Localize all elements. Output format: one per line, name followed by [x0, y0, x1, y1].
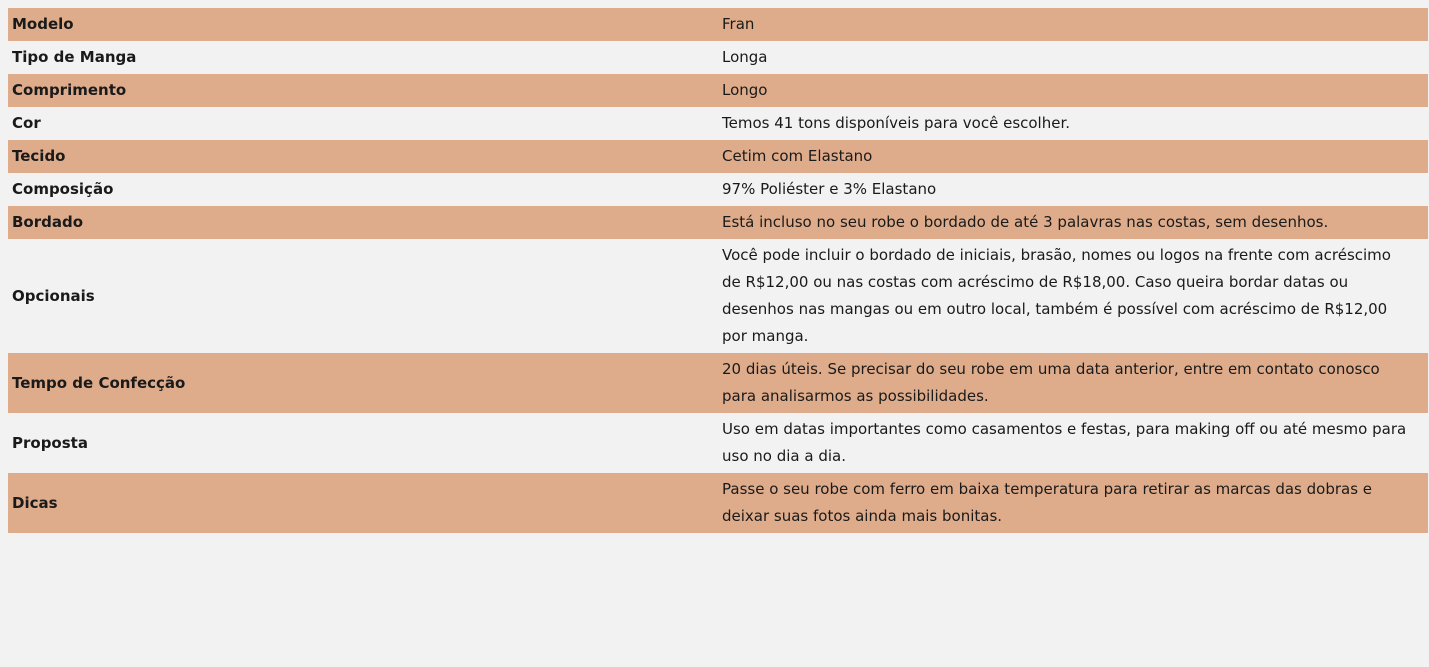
- spec-label: Comprimento: [8, 74, 718, 107]
- spec-row-bordado: [8, 206, 1428, 239]
- spec-row-tipo-de-manga: [8, 41, 1428, 74]
- spec-value: Longa: [718, 41, 1428, 74]
- spec-label: Modelo: [8, 8, 718, 41]
- spec-row-comprimento: [8, 74, 1428, 107]
- spec-label: Opcionais: [8, 239, 718, 353]
- spec-label: Tecido: [8, 140, 718, 173]
- spec-row-modelo: [8, 8, 1428, 41]
- spec-label: Cor: [8, 107, 718, 140]
- spec-row-tempo-de-confeccao: [8, 353, 1428, 413]
- spec-label: Dicas: [8, 473, 718, 533]
- spec-row-opcionais: [8, 239, 1428, 353]
- spec-row-dicas: [8, 473, 1428, 533]
- spec-value: Está incluso no seu robe o bordado de até 3 palavras nas costas, sem desenhos.: [718, 206, 1428, 239]
- spec-row-tecido: [8, 140, 1428, 173]
- spec-row-proposta: [8, 413, 1428, 473]
- spec-value: Fran: [718, 8, 1428, 41]
- spec-label: Proposta: [8, 413, 718, 473]
- spec-value: 20 dias úteis. Se precisar do seu robe em uma data anterior, entre em contato conosco para analisarmos as possibilidades.: [718, 353, 1428, 413]
- spec-value: Longo: [718, 74, 1428, 107]
- spec-label: Tempo de Confecção: [8, 353, 718, 413]
- product-spec-table: [8, 8, 1428, 533]
- spec-value: Passe o seu robe com ferro em baixa temperatura para retirar as marcas das dobras e deixar suas fotos ainda mais bonitas.: [718, 473, 1428, 533]
- spec-label: Composição: [8, 173, 718, 206]
- spec-label: Tipo de Manga: [8, 41, 718, 74]
- spec-label: Bordado: [8, 206, 718, 239]
- spec-row-composicao: [8, 173, 1428, 206]
- spec-value: Uso em datas importantes como casamentos e festas, para making off ou até mesmo para uso no dia a dia.: [718, 413, 1428, 473]
- spec-value: 97% Poliéster e 3% Elastano: [718, 173, 1428, 206]
- spec-value: Você pode incluir o bordado de iniciais, brasão, nomes ou logos na frente com acréscimo de R$12,00 ou nas costas com acréscimo de R$18,00. Caso queira bordar datas ou desenhos nas mangas ou em outro local, também é possível com acréscimo de R$12,00 por manga.: [718, 239, 1428, 353]
- spec-value: Cetim com Elastano: [718, 140, 1428, 173]
- spec-value: Temos 41 tons disponíveis para você escolher.: [718, 107, 1428, 140]
- spec-row-cor: [8, 107, 1428, 140]
